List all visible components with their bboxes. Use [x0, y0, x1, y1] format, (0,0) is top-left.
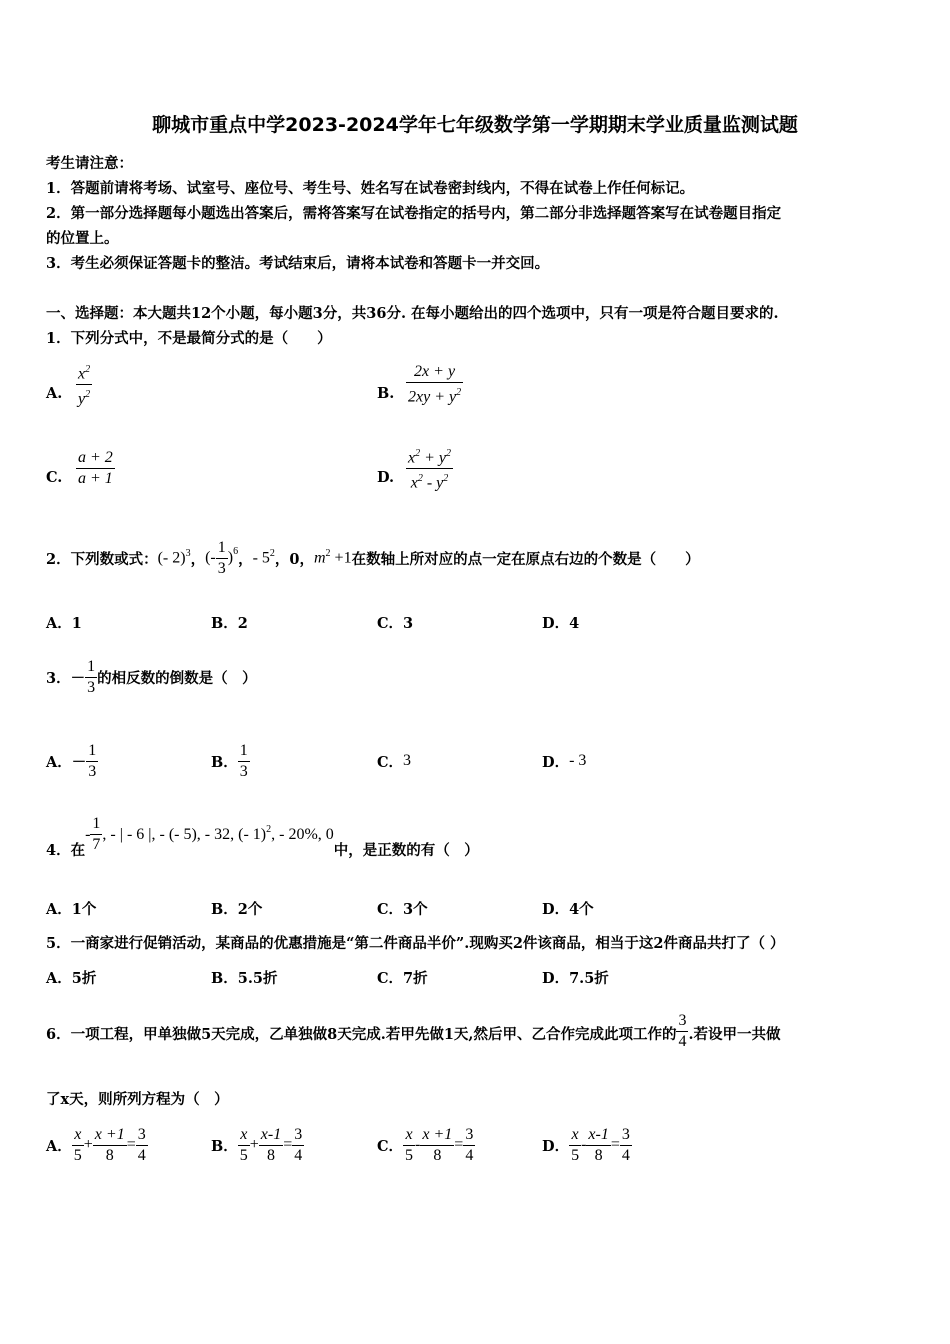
- q6b-eq: =: [283, 1136, 293, 1153]
- q3-den: 3: [87, 678, 96, 696]
- q2-option-a: A．1: [46, 615, 82, 632]
- q1-stem: 1．下列分式中，不是最简分式的是（ ）: [46, 330, 332, 347]
- q1d-den-x-exp: 2: [417, 473, 423, 485]
- q6d-eq: =: [610, 1136, 620, 1153]
- q5-stem: 5．一商家进行促销活动，某商品的优惠措施是“第二件商品半价”.现购买2件该商品，相当于这2件商品共打了（ ）: [46, 935, 785, 952]
- q1a-den: y: [78, 390, 86, 408]
- q6-stem: [46, 998, 781, 1052]
- q1d-num-x: x: [408, 449, 416, 467]
- notice-item-3: 3．考生必须保证答题卡的整洁。考试结束后，请将本试卷和答题卡一并交回。: [46, 255, 550, 272]
- notice-heading: 考生请注意：: [46, 155, 133, 172]
- q5-option-d: D．7.5折: [542, 970, 609, 987]
- q1-option-a: [76, 360, 92, 410]
- q6-frac-num: 3: [678, 1012, 687, 1029]
- q6-option-b: [211, 1120, 304, 1170]
- q6c-xp1: x +1: [422, 1125, 453, 1143]
- q6d-xm1: x-1: [588, 1125, 609, 1143]
- q1b-num: 2x + y: [414, 363, 456, 380]
- q6b-4: 4: [294, 1146, 303, 1164]
- q1a-num: x: [78, 365, 86, 383]
- q4-option-a: A．1个: [46, 901, 97, 918]
- q6b-3: 3: [294, 1125, 303, 1143]
- q3-label-b: B．: [211, 753, 238, 771]
- q2-expr-2-close: ): [227, 549, 234, 566]
- q1-option-c: [76, 448, 115, 489]
- q6c-eq: =: [454, 1136, 464, 1153]
- q6a-5: 5: [73, 1146, 82, 1164]
- q6d-x: x: [571, 1125, 579, 1143]
- q2-expr-1: (- 2): [157, 549, 186, 567]
- q3-label-c: C．: [377, 753, 404, 771]
- q6b-op: +: [249, 1136, 259, 1153]
- q4-stem: [46, 812, 479, 876]
- q4-option-c: C．3个: [377, 901, 428, 918]
- q3-option-d: [542, 730, 586, 792]
- q6a-eq: =: [126, 1136, 136, 1153]
- q6b-x: x: [240, 1125, 248, 1143]
- q6c-op: -: [415, 1136, 421, 1153]
- q1d-num-y: + y: [420, 449, 447, 467]
- q4-lead: 4．在: [46, 841, 86, 859]
- q4-option-b: B．2个: [211, 901, 263, 918]
- q1-option-b: [406, 362, 463, 407]
- q2-expr-2-exp: 6: [233, 545, 239, 557]
- q6d-4: 4: [621, 1146, 630, 1164]
- notice-item-2: 2．第一部分选择题每小题选出答案后，需将答案写在试卷指定的括号内，第二部分非选择题答案写在试卷题目指定: [46, 205, 782, 222]
- q1b-den: 2xy + y: [408, 388, 457, 406]
- q6-option-d: [542, 1120, 632, 1170]
- q5-option-b: B．5.5折: [211, 970, 278, 987]
- q1d-num-y-exp: 2: [446, 448, 452, 459]
- q2-expr-3-exp: 2: [269, 548, 275, 560]
- q1d-den-y: - y: [422, 474, 444, 492]
- q2-zero: ，0，: [274, 550, 314, 568]
- q2-option-d: D．4: [542, 615, 580, 632]
- q4-exp: 2: [266, 824, 272, 835]
- q6-option-a: [46, 1120, 148, 1170]
- q2-tail: 在数轴上所对应的点一定在原点右边的个数是（ ）: [351, 550, 700, 568]
- q2-expr-2-open: (-: [205, 549, 216, 566]
- q3-b-num: 1: [239, 741, 248, 759]
- q3-a-sign: －: [71, 753, 87, 771]
- page-title: 聊城市重点中学2023-2024学年七年级数学第一学期期末学业质量监测试题: [152, 114, 798, 136]
- q4-num: 1: [92, 815, 101, 832]
- q6c-5: 5: [405, 1146, 414, 1164]
- q3-stem: [46, 646, 257, 708]
- q6a-xp1: x +1: [94, 1125, 125, 1143]
- q2-expr-1-exp: 3: [185, 548, 191, 560]
- notice-item-2-cont: 的位置上。: [46, 230, 119, 247]
- q1-label-d: D.: [377, 469, 395, 486]
- q6c-3: 3: [465, 1125, 474, 1143]
- q3-lead: 3．－: [46, 669, 86, 687]
- q2-expr-4-exp: 2: [325, 548, 331, 560]
- q6-label-c: C．: [377, 1137, 404, 1155]
- q3-a-num: 1: [88, 741, 97, 759]
- q6c-x: x: [405, 1125, 413, 1143]
- q2-expr-4-m: m: [313, 549, 326, 567]
- q3-c-val: 3: [403, 752, 412, 769]
- q1d-num-x-exp: 2: [415, 448, 421, 459]
- q1c-den: a + 1: [78, 470, 113, 487]
- q1-label-b: B.: [377, 385, 395, 402]
- q6b-8: 8: [267, 1146, 276, 1164]
- q2-option-c: C．3: [377, 615, 414, 632]
- q6d-3: 3: [621, 1125, 630, 1143]
- q6a-x: x: [74, 1125, 82, 1143]
- q4-option-d: D．4个: [542, 901, 594, 918]
- q6-label-b: B．: [211, 1137, 238, 1155]
- q6a-op: +: [83, 1136, 93, 1153]
- q6d-5: 5: [571, 1146, 580, 1164]
- q6d-op: -: [581, 1136, 587, 1153]
- q1d-den-y-exp: 2: [443, 473, 449, 485]
- q1a-num-exp: 2: [85, 364, 91, 375]
- q4-rest: , - | - 6 |, - (- 5), - 32, (- 1): [102, 825, 267, 843]
- q6d-8: 8: [594, 1146, 603, 1164]
- q6a-3: 3: [137, 1125, 146, 1143]
- q2-expr-3: - 5: [252, 549, 270, 567]
- q3-option-c: [377, 730, 411, 792]
- q3-a-den: 3: [88, 762, 97, 780]
- q4-den: 7: [92, 836, 101, 853]
- q3-label-a: A．: [46, 753, 72, 771]
- q6-label-d: D．: [542, 1137, 570, 1155]
- q5-option-c: C．7折: [377, 970, 428, 987]
- q6-option-c: [377, 1120, 475, 1170]
- notice-item-1: 1．答题前请将考场、试室号、座位号、考生号、姓名写在试卷密封线内，不得在试卷上作任何标记。: [46, 180, 695, 197]
- q5-option-a: A．5折: [46, 970, 97, 987]
- q2-lead: 2．下列数或式：: [46, 550, 158, 568]
- q4-rest2: , - 20%, 0: [271, 825, 334, 843]
- q2-expr-4-rest: +1: [330, 549, 352, 567]
- q1-option-d: [406, 444, 453, 494]
- q6-frac-den: 4: [678, 1033, 687, 1050]
- q6-stem-b: .若设甲一共做: [688, 1026, 781, 1043]
- q6c-8: 8: [433, 1146, 442, 1164]
- q4-tail: 中，是正数的有（ ）: [333, 841, 479, 859]
- q1d-den-x: x: [410, 474, 418, 492]
- q6-stem-a: 6．一项工程，甲单独做5天完成，乙单独做8天完成.若甲先做1天,然后甲、乙合作完成此项工作的: [46, 1026, 677, 1043]
- q1-label-c: C.: [46, 469, 63, 486]
- q2-option-b: B．2: [211, 615, 248, 632]
- q3-num: 1: [87, 657, 96, 675]
- q1c-num: a + 2: [78, 449, 113, 466]
- q6a-4: 4: [137, 1146, 146, 1164]
- q6a-8: 8: [105, 1146, 114, 1164]
- q2-expr-2-num: 1: [217, 538, 226, 556]
- q3-b-den: 3: [239, 762, 248, 780]
- q6c-4: 4: [465, 1146, 474, 1164]
- q4-neg: -: [85, 825, 91, 843]
- q3-label-d: D．: [542, 753, 570, 771]
- q6b-xm1: x-1: [260, 1125, 282, 1143]
- q2-sep-2: ，: [238, 550, 253, 568]
- q1a-den-exp: 2: [85, 389, 91, 401]
- q2-sep-1: ，: [190, 550, 206, 568]
- q2-expr-2-den: 3: [217, 559, 226, 577]
- section-heading: 一、选择题：本大题共12个小题，每小题3分，共36分. 在每小题给出的四个选项中，只有一项是符合题目要求的.: [46, 305, 779, 322]
- q1b-den-exp: 2: [456, 387, 462, 398]
- q6-stem-line2: 了x天，则所列方程为（ ）: [46, 1091, 229, 1108]
- q3-option-b: [211, 730, 250, 792]
- q2-stem: [46, 528, 700, 588]
- q6b-5: 5: [239, 1146, 248, 1164]
- q1-label-a: A.: [46, 385, 63, 402]
- q3-option-a: [46, 730, 98, 792]
- q3-tail: 的相反数的倒数是（ ）: [97, 669, 257, 687]
- q6-label-a: A．: [46, 1137, 72, 1155]
- q3-d-val: - 3: [569, 752, 587, 769]
